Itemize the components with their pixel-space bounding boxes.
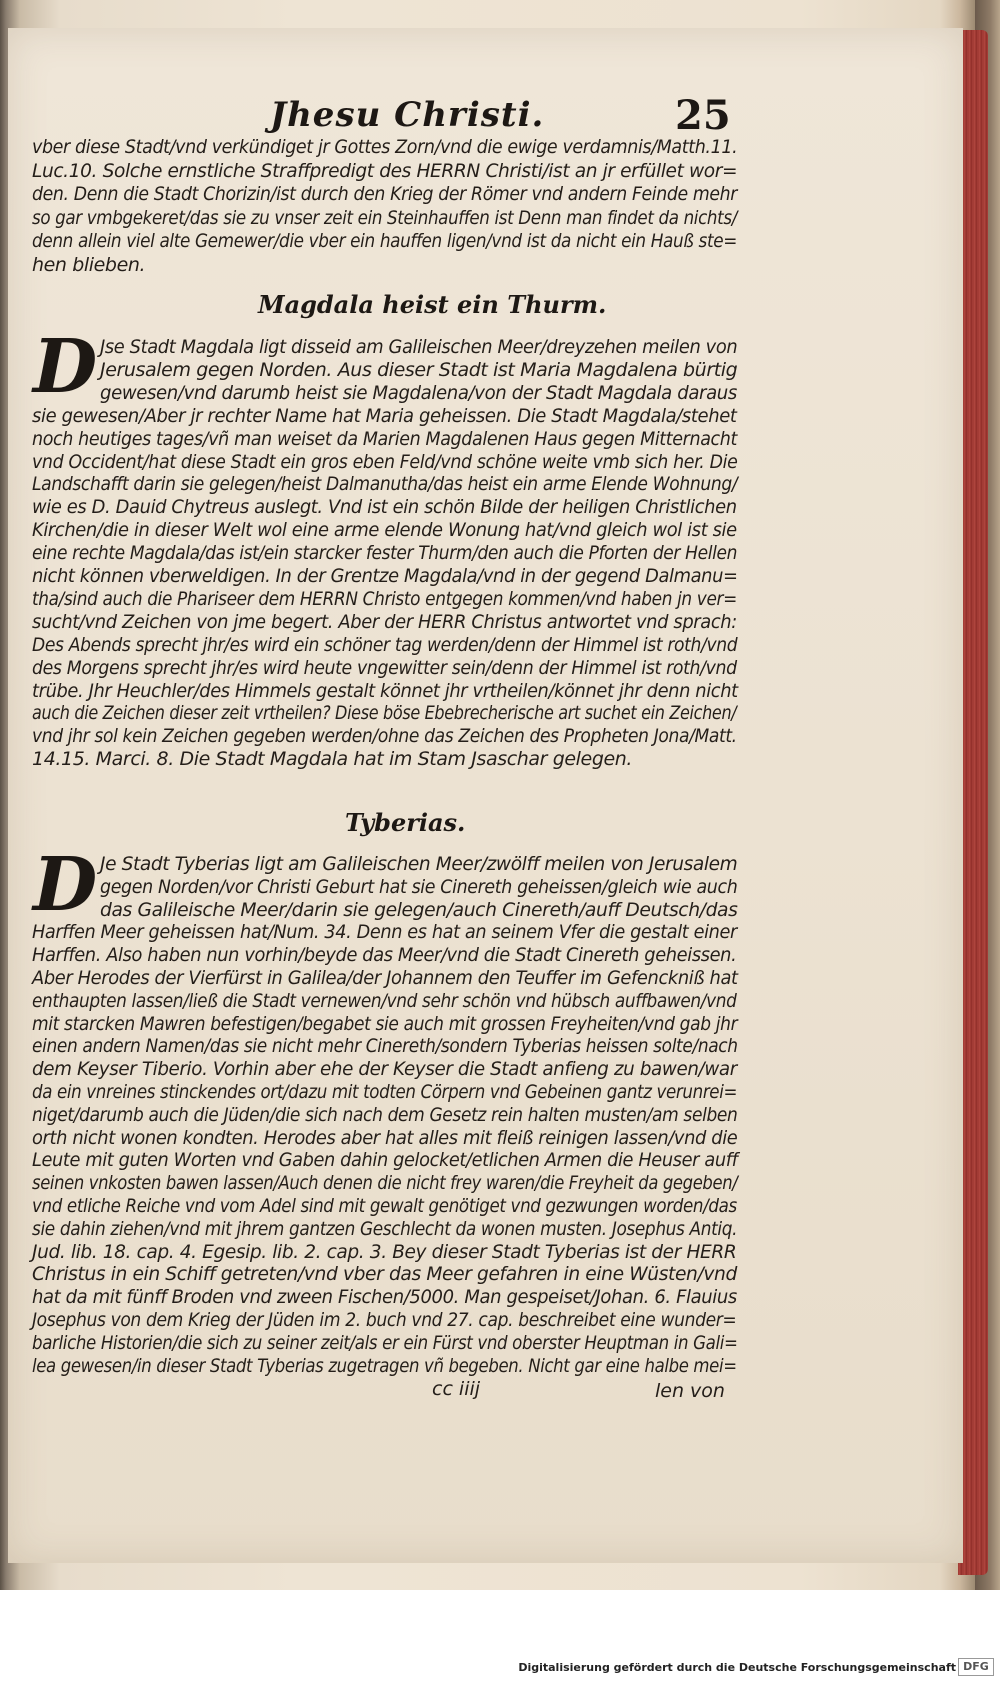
page-number: 25 bbox=[675, 92, 731, 139]
text-line: Harffen Meer geheissen hat/Num. 34. Denn es hat an seinem Vfer die gestalt einer bbox=[32, 921, 737, 944]
text-line: Christus in ein Schiff getreten/vnd vber das Meer gefahren in eine Wüsten/vnd bbox=[32, 1263, 737, 1286]
text-line: niget/darumb auch die Jüden/die sich nach dem Gesetz rein halten musten/am selben bbox=[32, 1103, 738, 1126]
text-line: eine rechte Magdala/das ist/ein starcker fester Thurm/den auch die Pforten der Hellen bbox=[32, 542, 738, 565]
text-line: Jud. lib. 18. cap. 4. Egesip. lib. 2. cap. 3. Bey dieser Stadt Tyberias ist der HERR bbox=[32, 1240, 737, 1263]
catchword: len von bbox=[655, 1380, 725, 1402]
text-line: nicht können vberweldigen. In der Grentze Magdala/vnd in der gegend Dalmanu= bbox=[32, 565, 738, 587]
text-line: gegen Norden/vor Christi Geburt hat sie Cinereth geheissen/gleich wie auch bbox=[100, 875, 738, 898]
text-line: sie dahin ziehen/vnd mit jhrem gantzen Geschlecht da wonen musten. Josephus Antiq. bbox=[32, 1217, 738, 1240]
text-line: tha/sind auch die Phariseer dem HERRN Christo entgegen kommen/vnd haben jn ver= bbox=[32, 587, 737, 610]
text-line: barliche Historien/die sich zu seiner zeit/als er ein Fürst vnd oberster Heuptman in Gali= bbox=[32, 1331, 738, 1354]
text-line: lea gewesen/in dieser Stadt Tyberias zugetragen vñ begeben. Nicht gar eine halbe mei= bbox=[32, 1354, 737, 1377]
text-line: wie es D. Dauid Chytreus auslegt. Vnd ist ein schön Bilde der heiligen Christlichen bbox=[32, 496, 737, 519]
text-line: Leute mit guten Worten vnd Gaben dahin gelocket/etlichen Armen die Heuser auff bbox=[32, 1149, 738, 1172]
text-line: Aber Herodes der Vierfürst in Galilea/der Johannem den Teuffer im Gefenckniß hat bbox=[32, 967, 738, 989]
text-line: das Galileische Meer/darin sie gelegen/auch Cinereth/auff Deutsch/das bbox=[100, 898, 738, 921]
text-line: Harffen. Also haben nun vorhin/beyde das Meer/vnd die Stadt Cinereth geheissen. bbox=[32, 944, 737, 967]
text-line: Jse Stadt Magdala ligt disseid am Galileischen Meer/dreyzehen meilen von bbox=[100, 336, 738, 358]
text-line: den. Denn die Stadt Chorizin/ist durch den Krieg der Römer vnd andern Feinde mehr bbox=[32, 183, 737, 205]
text-line: vnd Occident/hat diese Stadt ein gros eben Feld/vnd schöne weite vmb sich her. Die bbox=[32, 450, 738, 473]
text-line: da ein vnreines stinckendes ort/dazu mit todten Cörpern vnd Gebeinen gantz verunrei= bbox=[32, 1081, 738, 1103]
dfg-logo: DFG bbox=[958, 1658, 994, 1676]
text-line: Des Abends sprecht jhr/es wird ein schöner tag werden/denn der Himmel ist roth/vnd bbox=[32, 633, 738, 656]
text-line: Josephus von dem Krieg der Jüden im 2. buch vnd 27. cap. beschreibet eine wunder= bbox=[32, 1309, 737, 1331]
text-line: vnd jhr sol kein Zeichen gegeben werden/ohne das Zeichen des Propheten Jona/Matt. bbox=[32, 725, 737, 748]
heading-tyberias: Tyberias. bbox=[345, 808, 466, 837]
initial-capital-tyberias: D bbox=[33, 842, 98, 928]
text-line: dem Keyser Tiberio. Vorhin aber ehe der Keyser die Stadt anfieng zu bawen/war bbox=[32, 1058, 737, 1081]
text-line: noch heutiges tages/vñ man weiset da Marien Magdalenen Haus gegen Mitternacht bbox=[32, 427, 737, 450]
text-line: mit starcken Mawren befestigen/begabet sie auch mit grossen Freyheiten/vnd gab jhr bbox=[32, 1012, 738, 1035]
text-line: sucht/vnd Zeichen von jme begert. Aber der HERR Christus antwortet vnd sprach: bbox=[32, 610, 737, 633]
text-line: einen andern Namen/das sie nicht mehr Cinereth/sondern Tyberias heissen solte/nach bbox=[32, 1035, 738, 1058]
text-line: orth nicht wonen kondten. Herodes aber hat alles mit fleiß reinigen lassen/vnd die bbox=[32, 1126, 738, 1149]
running-head: Jhesu Christi. bbox=[270, 95, 545, 135]
text-line: des Morgens sprecht jhr/es wird heute vngewitter sein/denn der Himmel ist roth/vnd bbox=[32, 656, 737, 679]
text-line: hen blieben. bbox=[32, 253, 146, 276]
text-line: so gar vmbgekeret/das sie zu vnser zeit ein Steinhauffen ist Denn man findet da nichts/ bbox=[32, 206, 737, 229]
text-line: trübe. Jhr Heuchler/des Himmels gestalt könnet jhr vrtheilen/könnet jhr denn nicht bbox=[32, 679, 738, 702]
text-line: hat da mit fünff Broden vnd zween Fischen/5000. Man gespeiset/Johan. 6. Flauius bbox=[32, 1286, 737, 1309]
text-line: denn allein viel alte Gemewer/die vber ein hauffen ligen/vnd ist da nicht ein Hauß ste= bbox=[32, 230, 737, 252]
text-line: enthaupten lassen/ließ die Stadt vernewen/vnd sehr schön vnd hübsch auffbawen/vnd bbox=[32, 989, 737, 1012]
signature-mark: cc iiij bbox=[432, 1378, 481, 1400]
digitization-credit: Digitalisierung gefördert durch die Deutsche Forschungsgemeinschaft bbox=[518, 1661, 956, 1674]
text-line: seinen vnkosten bawen lassen/Auch denen die nicht frey waren/die Freyheit da gegeben/ bbox=[32, 1172, 738, 1195]
text-line: Jerusalem gegen Norden. Aus dieser Stadt ist Maria Magdalena bürtig bbox=[100, 358, 738, 381]
text-line: auch die Zeichen dieser zeit vrtheilen? Diese böse Ebebrecherische art suchet ein Zeichen/ bbox=[32, 702, 737, 725]
text-line: gewesen/vnd darumb heist sie Magdalena/von der Stadt Magdala daraus bbox=[100, 381, 737, 404]
text-line: sie gewesen/Aber jr rechter Name hat Maria geheissen. Die Stadt Magdala/stehet bbox=[32, 404, 737, 427]
heading-magdala: Magdala heist ein Thurm. bbox=[258, 290, 607, 319]
text-line: Landschafft darin sie gelegen/heist Dalmanutha/das heist ein arme Elende Wohnung/ bbox=[32, 473, 738, 496]
text-line: Je Stadt Tyberias ligt am Galileischen Meer/zwölff meilen von Jerusalem bbox=[100, 853, 738, 875]
text-line: vber diese Stadt/vnd verkündiget jr Gottes Zorn/vnd die ewige verdamnis/Matth.11. bbox=[32, 136, 738, 158]
text-line: vnd etliche Reiche vnd vom Adel sind mit gewalt genötiget vnd gezwungen worden/das bbox=[32, 1195, 737, 1217]
text-line: 14.15. Marci. 8. Die Stadt Magdala hat im Stam Jsaschar gelegen. bbox=[32, 748, 633, 771]
text-line: Luc.10. Solche ernstliche Straffpredigt des HERRN Christi/ist an jr erfüllet wor= bbox=[32, 159, 738, 182]
text-line: Kirchen/die in dieser Welt wol eine arme elende Wonung hat/vnd gleich wol ist sie bbox=[32, 519, 737, 542]
initial-capital-magdala: D bbox=[33, 324, 98, 410]
